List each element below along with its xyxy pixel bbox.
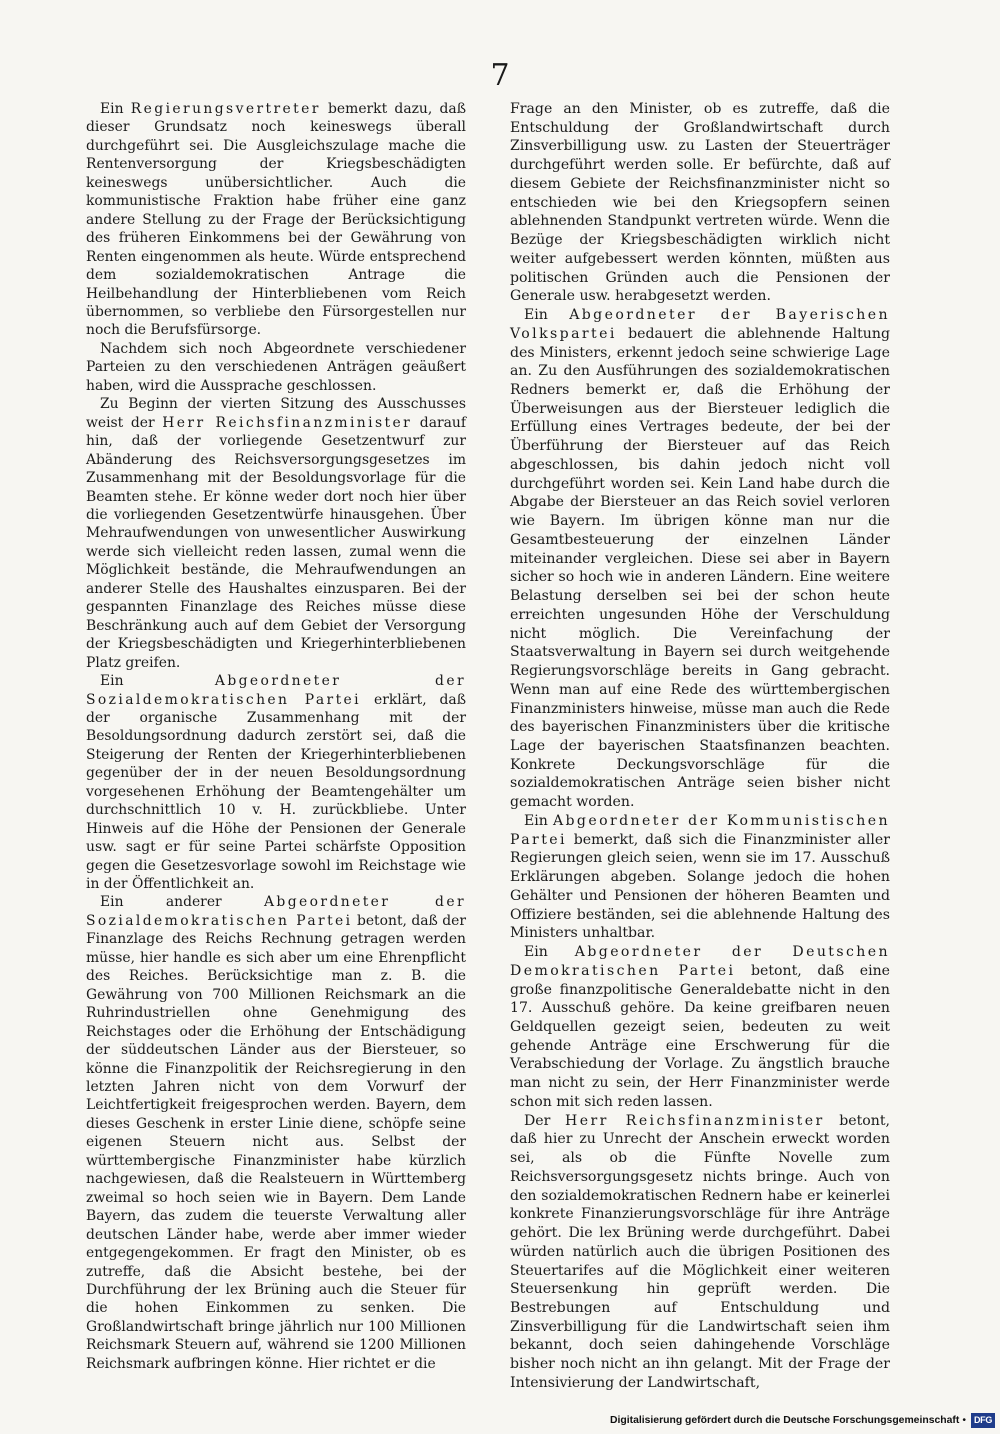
paragraph-text: Ein bbox=[524, 812, 553, 829]
paragraph-text: Zu Beginn der vierten Sitzung des Ausschusses weist der bbox=[86, 396, 466, 431]
page-number: 7 bbox=[490, 58, 510, 93]
left-column bbox=[86, 100, 466, 1373]
paragraph bbox=[86, 340, 466, 395]
paragraph bbox=[86, 395, 466, 672]
spaced-speaker-name: Abgeordneter der Sozialdemokratischen Partei bbox=[86, 894, 467, 929]
paragraph bbox=[510, 306, 890, 812]
paragraph-text: Der bbox=[524, 1112, 566, 1129]
paragraph-text: betont, daß eine große finanzpolitische Generaldebatte nicht in den 17. Ausschuß gehöre. Da keine greifbaren neuen Geldquellen gezeigt seien, bedeuten zu weit gehende Anträge eine Erschwerung für die Verabschiedung der Vorlage. Zu ängstlich brauche man nicht zu sein, der Herr Finanzminister werde schon mit sich reden lassen. bbox=[510, 962, 890, 1110]
paragraph bbox=[86, 672, 466, 893]
paragraph-text: Ein bbox=[100, 101, 131, 117]
paragraph-text: Ein bbox=[100, 673, 215, 690]
paragraph-text: Nachdem sich noch Abgeordnete verschiedener Parteien zu den verschiedenen Anträgen geäußert haben, wird die Aussprache geschlossen. bbox=[86, 340, 466, 394]
footer-separator: • bbox=[962, 1415, 966, 1426]
spaced-speaker-name: Herr Reichsfinanzminister bbox=[162, 414, 413, 431]
spaced-speaker-name: Abgeordneter der Kommunistischen Partei bbox=[510, 812, 890, 848]
paragraph-text: Ein bbox=[524, 944, 575, 961]
spaced-speaker-name: Abgeordneter der Deutschen Demokratischen Partei bbox=[510, 944, 890, 979]
paragraph-text: bemerkt dazu, daß dieser Grundsatz noch keineswegs überall durchgeführt sei. Die Ausgleichszulage mache die Rentenversorgung der Kriegsbeschädigten keineswegs unübersichtlicher. Auch die kommunistische Fraktion habe früher eine ganz andere Stellung zu der Frage der Berücksichtigung des früheren Einkommens bei der Gewährung von Renten eingenommen als heute. Würde entsprechend dem sozialdemokratischen Antrage die Heilbehandlung der Hinterbliebenen vom Reich übernommen, so verbliebe den Fürsorgestellen nur noch die Berufsfürsorge. bbox=[86, 101, 466, 339]
spaced-speaker-name: Regierungsvertreter bbox=[130, 101, 321, 117]
paragraph-text: Ein anderer bbox=[100, 894, 264, 911]
digitization-credit-text: Digitalisierung gefördert durch die Deutsche Forschungsgemeinschaft bbox=[610, 1415, 960, 1426]
paragraph-text: bemerkt, daß sich die Finanzminister aller Regierungen gleich seien, wenn sie im 17. Ausschuß Erklärungen abgeben. Solange jedoch die hohen Gehälter und Pensionen der höheren Beamten und Offiziere beständen, sei die ablehnende Haltung des Ministers unhaltbar. bbox=[510, 831, 890, 942]
digitization-credit bbox=[610, 1415, 966, 1426]
paragraph bbox=[510, 943, 890, 1112]
paragraph bbox=[510, 812, 890, 943]
paragraph-text: darauf hin, daß der vorliegende Gesetzentwurf zur Abänderung des Reichsversorgungsgesetzes im Zusammenhang mit der Besoldungsvorlage für die Beamten stehe. Er könne weder dort noch hier über die vorliegenden Gesetzentwürfe hinausgehen. Über Mehraufwendungen von unwesentlicher Auswirkung werde sich vielleicht reden lassen, zumal wenn die Möglichkeit bestände, die Mehraufwendungen an anderer Stelle des Haushaltes einzusparen. Bei der gespannten Finanzlage des Reiches müsse diese Beschränkung auch auf dem Gebiet der Versorgung der Kriegsbeschädigten und Kriegerhinterbliebenen Platz greifen. bbox=[86, 414, 466, 671]
paragraph-text: Frage an den Minister, ob es zutreffe, daß die Entschuldung der Großlandwirtschaft durch Zinsverbilligung usw. zu Lasten der Steuerträger durchgeführt werden solle. Er befürchte, daß auf diesem Gebiete der Reichsfinanzminister nicht so entschieden wie bei den Kriegsopfern seinen ablehnenden Standpunkt vertreten würde. Wenn die Bezüge der Kriegsbeschädigten wirklich nicht weiter aufgebessert werden könnten, müßten aus politischen Gründen auch die Pensionen der Generale usw. herabgesetzt werden. bbox=[510, 101, 890, 305]
paragraph bbox=[510, 1112, 890, 1393]
paragraph bbox=[86, 100, 466, 340]
spaced-speaker-name: Herr Reichsfinanzminister bbox=[565, 1112, 825, 1129]
paragraph-text: Ein bbox=[524, 307, 570, 324]
paragraph-text: erklärt, daß der organische Zusammenhang mit der Besoldungsordnung dadurch zerstört sei, daß die Steigerung der Renten der Kriegerhinterbliebenen gegenüber der in der neuen Besoldungsordnung vorgesehenen Erhöhung der Beamtengehälter um durchschnittlich 10 v. H. zurückbliebe. Unter Hinweis auf die Höhe der Pensionen der Generale usw. sagt er für seine Partei schärfste Opposition gegen die Gesetzesvorlage sowohl im Reichstage wie in der Öffentlichkeit an. bbox=[86, 691, 466, 893]
paragraph bbox=[510, 100, 890, 306]
paragraph-text: betont, daß hier zu Unrecht der Anschein erweckt worden sei, als ob die Fünfte Novelle zum Reichsversorgungsgesetz nichts bringe. Auch von den sozialdemokratischen Rednern habe er keinerlei konkrete Finanzierungsvorschläge für ihre Anträge gehört. Die lex Brüning werde durchgeführt. Dabei würden natürlich auch die übrigen Positionen des Steuertarifes auf die Möglichkeit einer weiteren Steuersenkung hin geprüft werden. Die Bestrebungen auf Entschuldung und Zinsverbilligung für die Landwirtschaft seien ihm bekannt, doch seien dahingehende Vorschläge bisher noch nicht an ihn gelangt. Mit der Frage der Intensivierung der Landwirtschaft, bbox=[510, 1112, 890, 1391]
paragraph-text: betont, daß der Finanzlage des Reichs Rechnung getragen werden müsse, hier handle es sich aber um eine Ehrenpflicht des Reiches. Berücksichtige man z. B. die Gewährung von 700 Millionen Reichsmark an die Ruhrindustriellen ohne Genehmigung des Reichstages oder die Erhöhung der Entschädigung der süddeutschen Länder aus der Biersteuer, so könne die Finanzpolitik der Reichsregierung in den letzten Jahren nicht von dem Vorwurf der Leichtfertigkeit freigesprochen werden. Bayern, dem dieses Geschenk in erster Linie diene, schöpfe seine eigenen Steuern nicht aus. Selbst der württembergische Finanzminister habe kürzlich nachgewiesen, daß die Realsteuern in Württemberg zweimal so hoch seien wie in Bayern. Dem Lande Bayern, das zudem die teuerste Verwaltung aller deutschen Länder habe, werde aber immer wieder entgegengekommen. Er fragt den Minister, ob es zutreffe, daß die Absicht bestehe, bei der Durchführung der lex Brüning auch die Steuer für die hohen Einkommen zu senken. Die Großlandwirtschaft bringe jährlich nur 100 Millionen Reichsmark Steuern auf, während sie 1200 Millionen Reichsmark aufbringen könne. Hier richtet er die bbox=[86, 912, 467, 1372]
dfg-logo: DFG bbox=[971, 1413, 995, 1428]
paragraph-text: bedauert die ablehnende Haltung des Ministers, erkennt jedoch seine schwierige Lage an. Zu den Ausführungen des sozialdemokratischen Redners bemerkt er, daß die Erhöhung der Überweisungen aus der Biersteuer lediglich die Erfüllung eines Vertrages bedeute, der bei der Überführung der Biersteuer auf das Reich abgeschlossen, bis dahin jedoch nicht voll durchgeführt worden sei. Kein Land habe durch die Abgabe der Biersteuer an das Reich soviel verloren wie Bayern. Im übrigen könne man nur die Gesamtbesteuerung der einzelnen Länder miteinander vergleichen. Diese sei aber in Bayern sicher so hoch wie in anderen Ländern. Eine weitere Belastung derselben sei bei der schon heute erreichten ungesunden Höhe der Verschuldung nicht möglich. Die Vereinfachung der Staatsverwaltung in Bayern sei durch weitgehende Regierungsvorschläge bereits in Gang gebracht. Wenn man auf eine Rede des württembergischen Finanzministers hinweise, müsse man auch die Rede des bayerischen Finanzministers über die kritische Lage der bayerischen Staatsfinanzen beachten. Konkrete Deckungsvorschläge für die sozialdemokratischen Anträge seien bisher nicht gemacht worden. bbox=[510, 325, 890, 811]
spaced-speaker-name: Abgeordneter der Bayerischen Volkspartei bbox=[510, 307, 890, 342]
paragraph bbox=[86, 893, 466, 1373]
right-column bbox=[510, 100, 890, 1393]
spaced-speaker-name: Abgeordneter der Sozialdemokratischen Partei bbox=[86, 673, 466, 708]
